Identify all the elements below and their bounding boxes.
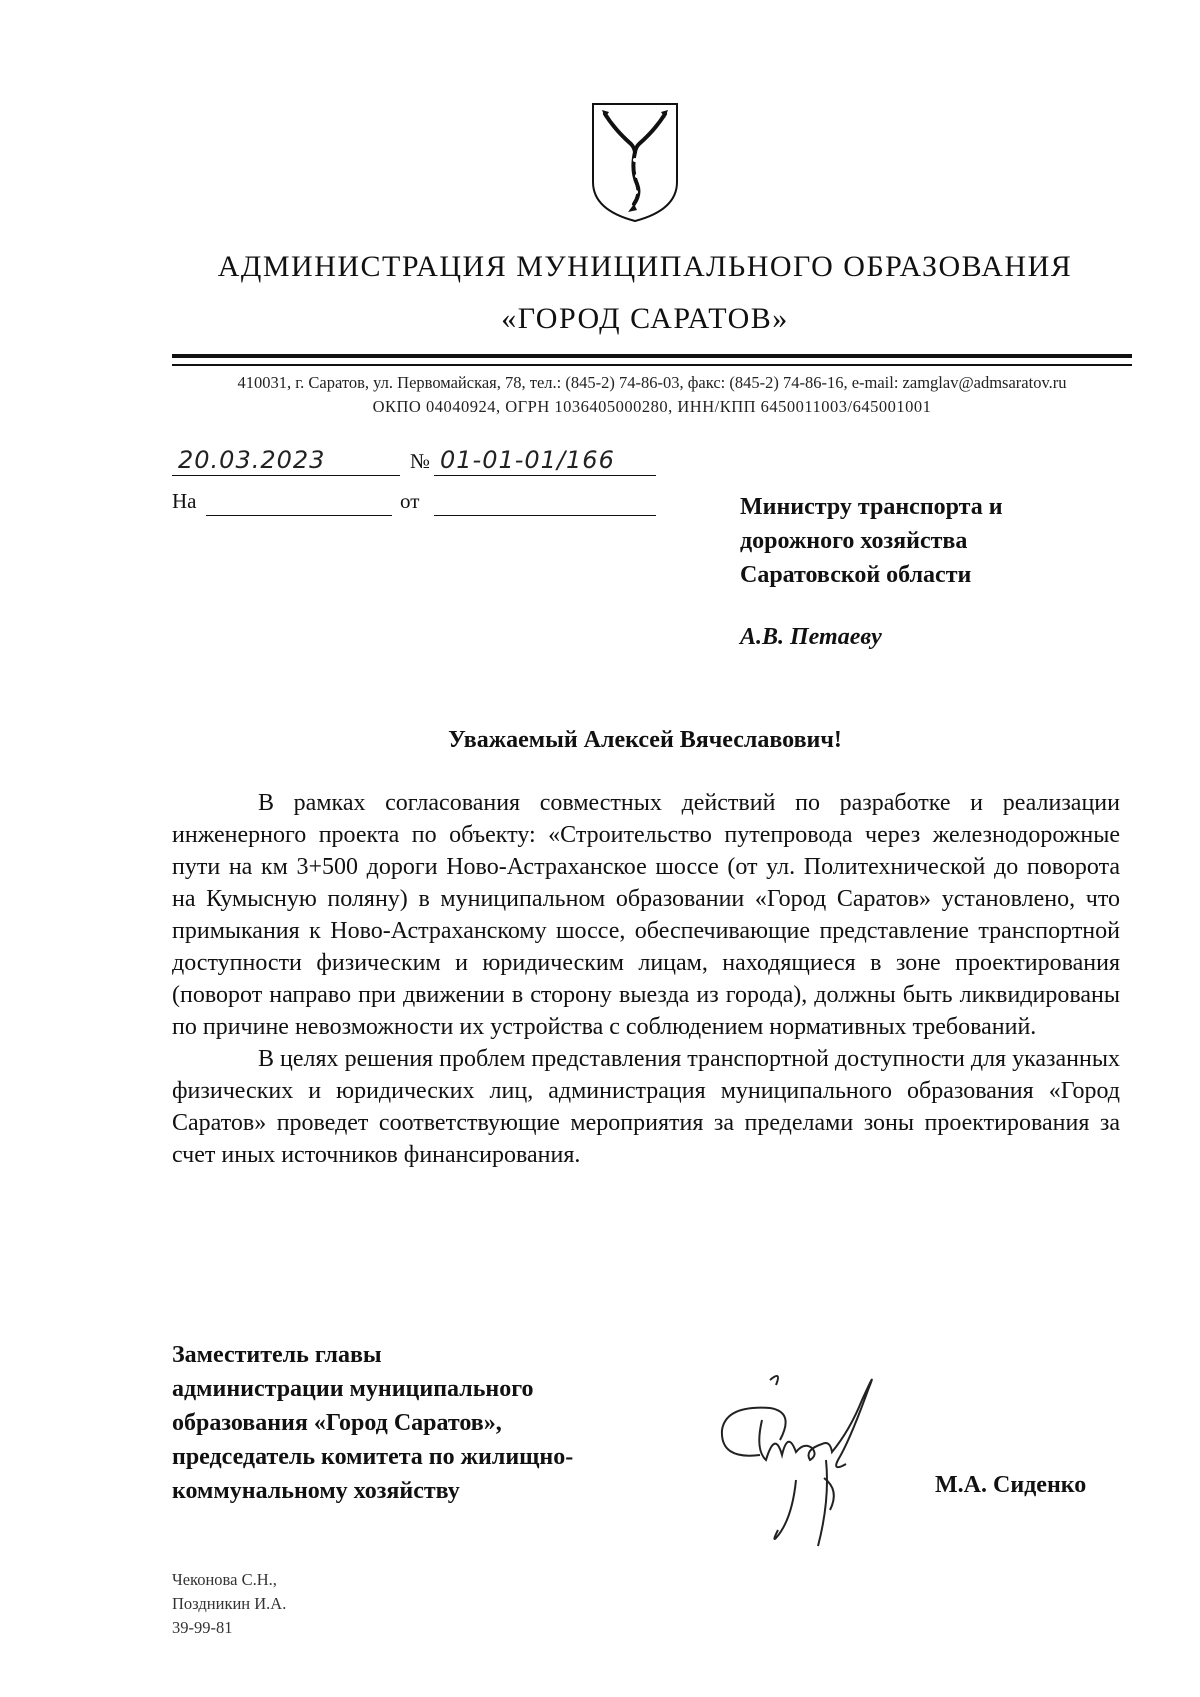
org-registry-codes: ОКПО 04040924, ОГРН 1036405000280, ИНН/КПП 6450011003/645001001	[372, 397, 932, 416]
executor-phone: 39-99-81	[172, 1618, 233, 1637]
addressee-block	[740, 490, 1160, 592]
signatory-title	[172, 1338, 692, 1508]
addressee-line: Министру транспорта и	[740, 494, 1003, 520]
registration-date: 20.03.2023	[178, 446, 326, 474]
signatory-title-line: председатель комитета по жилищно-	[172, 1444, 574, 1470]
addressee-line: Саратовской области	[740, 562, 972, 588]
executors-block	[172, 1568, 286, 1640]
reference-field	[206, 485, 392, 516]
registration-row	[172, 444, 652, 476]
from-label: от	[400, 489, 420, 513]
reference-row	[172, 484, 652, 516]
signer-name: М.А. Сиденко	[935, 1472, 1087, 1498]
org-name-line1: АДМИНИСТРАЦИЯ МУНИЦИПАЛЬНОГО ОБРАЗОВАНИЯ	[217, 250, 1073, 283]
signatory-title-line: Заместитель главы	[172, 1342, 382, 1368]
addressee-name: А.В. Петаеву	[740, 624, 882, 650]
from-date-field	[434, 485, 656, 516]
reference-label: На	[172, 489, 197, 513]
addressee-line: дорожного хозяйства	[740, 528, 968, 554]
body-paragraph: В целях решения проблем представления транспортной доступности для указанных физических и юридических лиц, администрация муниципального образования «Город Саратов» проведет соответствующие мероприятия за пределами зоны проектирования за счет иных источников финансирования.	[172, 1046, 1120, 1168]
greeting: Уважаемый Алексей Вячеславович!	[448, 727, 842, 753]
org-name-line2: «ГОРОД САРАТОВ»	[501, 302, 789, 335]
signatory-title-line: коммунальному хозяйству	[172, 1478, 460, 1504]
registration-number: 01-01-01/166	[440, 446, 615, 474]
header-rule-thin	[172, 364, 1132, 366]
body-paragraph: В рамках согласования совместных действий по разработке и реализации инженерного проекта по объекту: «Строительство путепровода через железнодорожные пути на км 3+500 дороги Ново-Астраханское шоссе (от ул. Политехнической до поворота на Кумысную поляну) в муниципальном образовании «Город Саратов» установлено, что примыкания к Ново-Астраханскому шоссе, обеспечивающие представление транспортной доступности физическим и юридическим лицам, находящиеся в зоне проектирования (поворот направо при движении в сторону выезда из города), должны быть ликвидированы по причине невозможности их устройства с соблюдением нормативных требований.	[172, 790, 1120, 1040]
number-label: №	[410, 449, 431, 473]
signatory-title-line: администрации муниципального	[172, 1376, 534, 1402]
executor-name: Чеконова С.Н.,	[172, 1570, 277, 1589]
org-contacts: 410031, г. Саратов, ул. Первомайская, 78, тел.: (845-2) 74-86-03, факс: (845-2) 74-86-16, e-mail: zamglav@admsaratov.ru	[237, 373, 1067, 392]
letter-body	[172, 787, 1120, 1171]
coat-of-arms-emblem	[585, 100, 685, 225]
header-rule-thick	[172, 354, 1132, 358]
executor-name: Поздникин И.А.	[172, 1594, 287, 1613]
signatory-title-line: образования «Город Саратов»,	[172, 1410, 502, 1436]
handwritten-signature	[700, 1360, 930, 1550]
